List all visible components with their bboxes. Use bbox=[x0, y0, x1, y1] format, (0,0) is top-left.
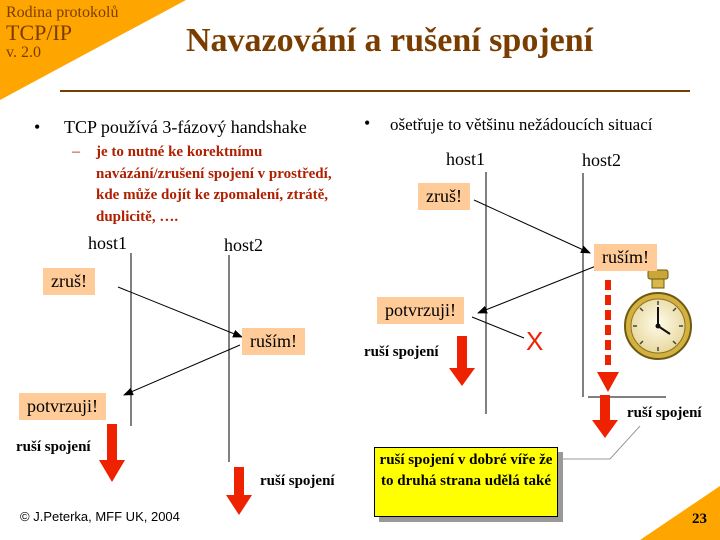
left-close-message-box: zruš! bbox=[43, 268, 95, 295]
series-name: Rodina protokolů bbox=[6, 4, 119, 21]
page-number: 23 bbox=[692, 511, 707, 527]
left-host2-label: host2 bbox=[224, 235, 264, 255]
right-closing-arrow bbox=[478, 266, 596, 313]
right-host2-label: host2 bbox=[582, 150, 622, 170]
right-host2-closes-label: ruší spojení bbox=[627, 405, 702, 421]
right-close-message-box: zruš! bbox=[418, 183, 470, 210]
footer-author: J.Peterka, MFF UK, 2004 bbox=[33, 509, 180, 524]
left-host1-label: host1 bbox=[88, 233, 128, 253]
page-title: Navazování a rušení spojení bbox=[186, 22, 594, 59]
stopwatch-icon bbox=[625, 270, 691, 359]
left-bullet-marker: • bbox=[34, 117, 41, 137]
left-bullet-text: TCP používá 3-fázový handshake bbox=[64, 117, 307, 137]
note-pointer-line-2 bbox=[610, 426, 640, 459]
right-host1-closes-label: ruší spojení bbox=[364, 344, 439, 360]
copyright-symbol: © bbox=[20, 509, 30, 524]
series-protocol: TCP/IP bbox=[6, 20, 73, 45]
left-closing-arrow bbox=[124, 345, 240, 395]
lost-message-x-mark: X bbox=[526, 326, 544, 356]
right-confirm-message-box: potvrzuji! bbox=[377, 297, 464, 324]
left-confirm-message-box: potvrzuji! bbox=[19, 393, 106, 420]
footer-credit bbox=[20, 509, 180, 524]
left-down-arrow-host2 bbox=[226, 467, 252, 515]
series-version: v. 2.0 bbox=[6, 44, 41, 61]
left-closing-message-box: ruším! bbox=[242, 328, 305, 355]
right-host1-label: host1 bbox=[446, 149, 486, 169]
good-faith-note: ruší spojení v dobré víře že to druhá strana udělá také bbox=[374, 447, 558, 517]
right-close-arrow bbox=[474, 200, 590, 253]
left-down-arrow-host1 bbox=[99, 424, 125, 482]
left-host1-closes-label: ruší spojení bbox=[16, 439, 91, 455]
right-down-arrow-host1 bbox=[449, 336, 475, 386]
left-sub-dash: – bbox=[72, 143, 80, 160]
right-lost-confirm-line bbox=[472, 317, 524, 338]
right-closing-message-box: ruším! bbox=[594, 244, 657, 271]
right-down-arrow-host2 bbox=[592, 395, 618, 438]
left-subbullet-text: je to nutné ke korektnímu navázání/zrušení spojení v prostředí, kde může dojít ke zpomalení, ztrátě, duplicitě, …. bbox=[96, 144, 332, 225]
right-bullet-marker: • bbox=[364, 113, 371, 133]
left-host2-closes-label: ruší spojení bbox=[260, 473, 335, 489]
corner-triangle-bottom-right bbox=[640, 486, 720, 540]
right-timeout-dashed-arrow bbox=[597, 280, 619, 392]
right-bullet-text: ošetřuje to většinu nežádoucích situací bbox=[390, 115, 653, 134]
left-close-arrow bbox=[118, 287, 242, 337]
